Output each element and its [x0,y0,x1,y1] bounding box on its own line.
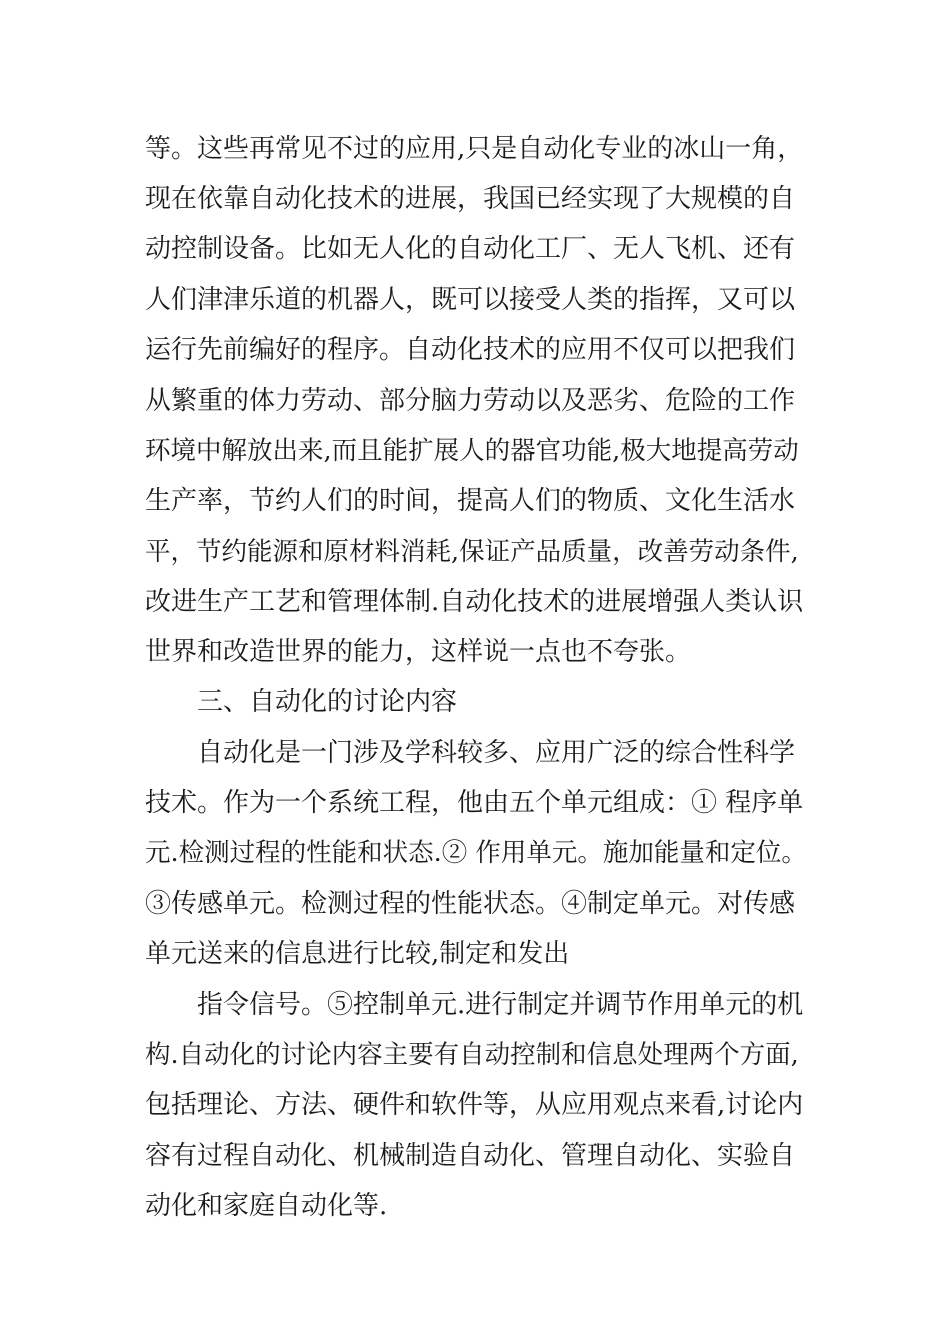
body-text-line: 改进生产工艺和管理体制.自动化技术的进展增强人类认识 [145,587,804,617]
body-text-line: 现在依靠自动化技术的进展，我国已经实现了大规模的自 [145,184,796,214]
body-text-line: 技术。作为一个系统工程，他由五个单元组成：① 程序单 [145,788,804,818]
body-text-line: 元.检测过程的性能和状态.② 作用单元。施加能量和定位。 [145,838,807,868]
body-text-line: 动控制设备。比如无人化的自动化工厂、无人飞机、还有 [145,234,796,264]
body-text-line: 运行先前编好的程序。自动化技术的应用不仅可以把我们 [145,335,796,365]
body-text-line: 人们津津乐道的机器人，既可以接受人类的指挥，又可以 [145,285,796,315]
body-text-line: 单元送来的信息进行比较,制定和发出 [145,939,570,969]
body-text-line: 包括理论、方法、硬件和软件等，从应用观点来看,讨论内 [145,1090,804,1120]
body-text-line: ③传感单元。检测过程的性能状态。④制定单元。对传感 [145,889,796,919]
section-heading: 三、自动化的讨论内容 [197,687,458,717]
body-text-line: 平，节约能源和原材料消耗,保证产品质量，改善劳动条件, [145,537,799,567]
body-text-line: 环境中解放出来,而且能扩展人的器官功能,极大地提高劳动 [145,436,799,466]
body-text-line: 世界和改造世界的能力，这样说一点也不夸张。 [145,637,692,667]
body-text-line: 构.自动化的讨论内容主要有自动控制和信息处理两个方面, [145,1040,799,1070]
body-text-line: 动化和家庭自动化等. [145,1191,388,1221]
body-text-line: 容有过程自动化、机械制造自动化、管理自动化、实验自 [145,1141,796,1171]
body-text-line: 生产率，节约人们的时间，提高人们的物质、文化生活水 [145,486,796,516]
body-text-line: 指令信号。⑤控制单元.进行制定并调节作用单元的机 [197,990,804,1020]
body-text-line: 从繁重的体力劳动、部分脑力劳动以及恶劣、危险的工作 [145,386,796,416]
body-text-line: 等。这些再常见不过的应用,只是自动化专业的冰山一角， [145,134,804,164]
body-text-line: 自动化是一门涉及学科较多、应用广泛的综合性科学 [197,738,796,768]
